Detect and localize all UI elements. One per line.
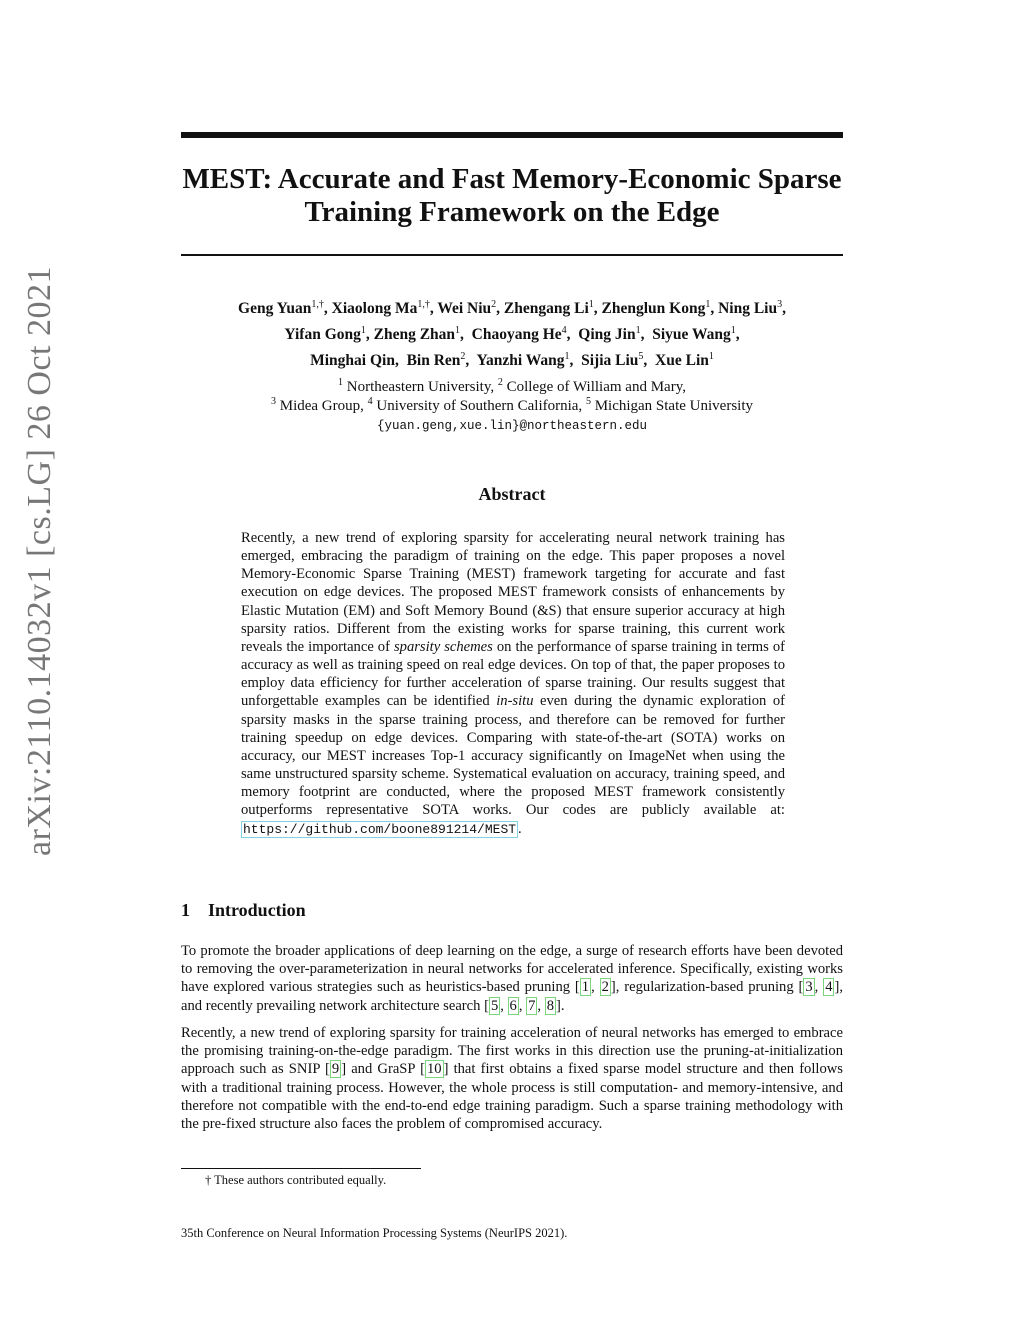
author-affil-sup: 1 bbox=[708, 350, 714, 362]
author-affil-sup: 3 bbox=[777, 298, 783, 310]
author-line-1: Geng Yuan$^{1,\dagger}$, Xiaolong $Ma^{1,\dagger}$, Wei Niu$^2$, Zhengang Li$^1$, Zhenglun Kong$^1$, Ning Liu$^3$, bbox=[238, 298, 786, 317]
author-name: Yanzhi Wang bbox=[476, 352, 565, 369]
citation-link[interactable]: 3 bbox=[805, 979, 813, 996]
author-line-3: Minghai Qin, Bin Ren$^2$, Yanzhi Wang$^1$, Sijia Liu$^5$, Xue Lin$^1$ bbox=[310, 350, 714, 369]
affiliation-number: 5 bbox=[585, 396, 591, 407]
author-affil-sup: 1,† bbox=[311, 298, 324, 310]
citation-link[interactable]: 5 bbox=[490, 997, 499, 1014]
author-name: Zhengang Li bbox=[503, 300, 589, 317]
affiliation-line-2 bbox=[181, 397, 843, 416]
title-top-rule bbox=[181, 132, 843, 138]
citation-separator: , bbox=[518, 997, 527, 1014]
citation-separator: , bbox=[814, 979, 824, 996]
paragraph-text: To promote the broader applications of deep learning on the edge, a surge of research efforts have been devoted to removing the over-parameterization in neural networks for accelerated inference. Specifically, existing works have explored various strategies such as heuristics-based pruning [ bbox=[181, 943, 843, 996]
paragraph-text: ], and recently prevailing network architecture search [ bbox=[181, 979, 843, 1014]
citation-separator: , bbox=[500, 997, 508, 1014]
author-name: Zhenglun Kong bbox=[601, 300, 706, 317]
author-name: Chaoyang He bbox=[471, 326, 562, 343]
abstract-text: on the performance of sparse training in terms of accuracy as well as training speed on real edge devices. On top of that, the paper proposes to employ data efficiency for further acceleration of sparse training. Our results suggest that unforgettable examples can be identified bbox=[241, 638, 785, 710]
paragraph-text: ] that first obtains a fixed sparse model structure and then follows with a traditional training process. However, the whole process is still computation- and memory-intensive, and therefore not compatible with the end-to-end edge training paradigm. Such a sparse training methodology with the pre-fixed structure also faces the problem of compromised accuracy. bbox=[181, 1061, 843, 1133]
author-affil-sup: 1 bbox=[730, 324, 736, 336]
citation-separator: , bbox=[591, 979, 600, 996]
citation-link[interactable]: 10 bbox=[426, 1061, 442, 1078]
affiliation-name: Michigan State University bbox=[594, 398, 753, 414]
author-name: Xiaolong Ma bbox=[331, 300, 418, 317]
author-name: Yifan Gong bbox=[284, 326, 361, 343]
section-number: 1 bbox=[181, 900, 190, 920]
paragraph-text: ], regularization-based pruning [ bbox=[610, 979, 804, 996]
section-heading-introduction bbox=[181, 899, 306, 921]
author-affil-sup: 1 bbox=[455, 324, 461, 336]
contact-email: {yuan.geng,xue.lin}@northeastern.edu bbox=[376, 419, 648, 433]
title-bottom-rule bbox=[181, 254, 843, 256]
author-affil-sup: 5 bbox=[638, 350, 644, 362]
author-name: Wei Niu bbox=[437, 300, 492, 317]
citation-link[interactable]: 1 bbox=[581, 979, 590, 996]
author-affil-sup: 1,† bbox=[417, 298, 430, 310]
abstract-emphasis: sparsity schemes bbox=[393, 638, 493, 655]
affiliation-number: 3 bbox=[270, 396, 276, 407]
author-line-2: Yifan Gong$^1$, Zheng Zhan$^1$, Chaoyang He$^4$, Qing Jin$^1$, Siyue Wang$^1$, bbox=[284, 324, 740, 343]
author-name: Zheng Zhan bbox=[373, 326, 456, 343]
affiliation-number: 1 bbox=[338, 377, 344, 388]
affiliation-name: Midea Group, bbox=[279, 398, 364, 414]
citation-separator: , bbox=[537, 997, 545, 1014]
abstract-text: even during the dynamic exploration of sparsity masks in the sparse training process, and therefore can be removed for further training speedup on edge devices. Comparing with state-of-the-art (SOTA) works on accuracy, our MEST increases Top-1 accuracy significantly on ImageNet when using the same unstructured sparsity scheme. Systematical evaluation on accuracy, training speed, and memory footprint are conducted, where the proposed MEST framework consistently outperforms representative SOTA works. Our codes are publicly available at: bbox=[241, 693, 785, 819]
citation-link[interactable]: 8 bbox=[546, 997, 555, 1014]
author-affil-sup: 2 bbox=[460, 350, 466, 362]
affiliation-name: University of Southern California, bbox=[376, 398, 583, 414]
paragraph-text: ] and GraSP [ bbox=[341, 1061, 425, 1078]
author-name: Bin Ren bbox=[406, 352, 461, 369]
citation-link[interactable]: 7 bbox=[528, 997, 536, 1014]
footnote-text: These authors contributed equally. bbox=[211, 1173, 387, 1187]
title-line-1: MEST: Accurate and Fast Memory-Economic Sparse bbox=[182, 163, 842, 195]
abstract-text: Recently, a new trend of exploring sparsity for accelerating neural network training has emerged, embracing the paradigm of training on the edge. This paper proposes a novel Memory-Economic Sparse Training (MEST) framework targeting for accurate and fast execution on edge devices. The proposed MEST framework consists of enhancements by Elastic Mutation (EM) and Soft Memory Bound (&S) that ensure superior accuracy at high sparsity ratios. Different from the existing works for sparse training, this current work reveals the importance of bbox=[241, 530, 785, 655]
abstract-heading: Abstract bbox=[478, 484, 546, 504]
abstract-body bbox=[241, 529, 785, 839]
author-affil-sup: 2 bbox=[491, 298, 497, 310]
author-name: Siyue Wang bbox=[652, 326, 731, 343]
author-affil-sup: 1 bbox=[588, 298, 594, 310]
paragraph-text: Recently, a new trend of exploring sparsity for training acceleration of neural networks has emerged to embrace the promising training-on-the-edge paradigm. The first works in this direction use the pruning-at-initialization approach such as SNIP [ bbox=[181, 1025, 843, 1078]
citation-link[interactable]: 4 bbox=[825, 979, 833, 996]
author-affil-sup: 1 bbox=[635, 324, 641, 336]
title-line-2: Training Framework on the Edge bbox=[304, 196, 720, 228]
abstract-emphasis: in-situ bbox=[496, 693, 534, 710]
code-repository-link[interactable]: https://github.com/boone891214/MEST bbox=[243, 821, 517, 837]
intro-paragraph-2 bbox=[181, 1024, 843, 1133]
author-affil-sup: 1 bbox=[360, 324, 366, 336]
affiliation-number: 2 bbox=[497, 377, 503, 388]
affiliation-name: Northeastern University, bbox=[346, 379, 495, 395]
citation-link[interactable]: 2 bbox=[601, 979, 609, 996]
citation-link[interactable]: 9 bbox=[331, 1061, 340, 1078]
author-name: Minghai Qin bbox=[310, 352, 395, 369]
author-name: Ning Liu bbox=[718, 300, 778, 317]
conference-note: 35th Conference on Neural Information Processing Systems (NeurIPS 2021). bbox=[181, 1226, 568, 1240]
affiliation-name: College of William and Mary, bbox=[506, 379, 686, 395]
author-affil-sup: 1 bbox=[564, 350, 570, 362]
abstract-text-end: . bbox=[518, 820, 522, 837]
arxiv-side-stamp: arXiv:2110.14032v1 [cs.LG] 26 Oct 2021 bbox=[21, 266, 58, 856]
section-title: Introduction bbox=[208, 900, 306, 920]
author-name: Sijia Liu bbox=[581, 352, 639, 369]
footnote-mark: † bbox=[205, 1173, 212, 1187]
author-name: Xue Lin bbox=[655, 352, 709, 369]
citation-link[interactable]: 6 bbox=[509, 997, 517, 1014]
affiliation-line-1 bbox=[181, 378, 843, 397]
author-name: Qing Jin bbox=[578, 326, 636, 343]
intro-paragraph-1 bbox=[181, 942, 843, 1015]
footnote bbox=[205, 1172, 386, 1188]
author-affil-sup: 4 bbox=[561, 324, 567, 336]
author-affil-sup: 1 bbox=[705, 298, 711, 310]
paragraph-text: ]. bbox=[556, 997, 565, 1014]
footnote-rule bbox=[181, 1168, 421, 1169]
paper-title bbox=[181, 163, 843, 229]
author-name: Geng Yuan bbox=[238, 300, 312, 317]
affiliation-number: 4 bbox=[367, 396, 373, 407]
